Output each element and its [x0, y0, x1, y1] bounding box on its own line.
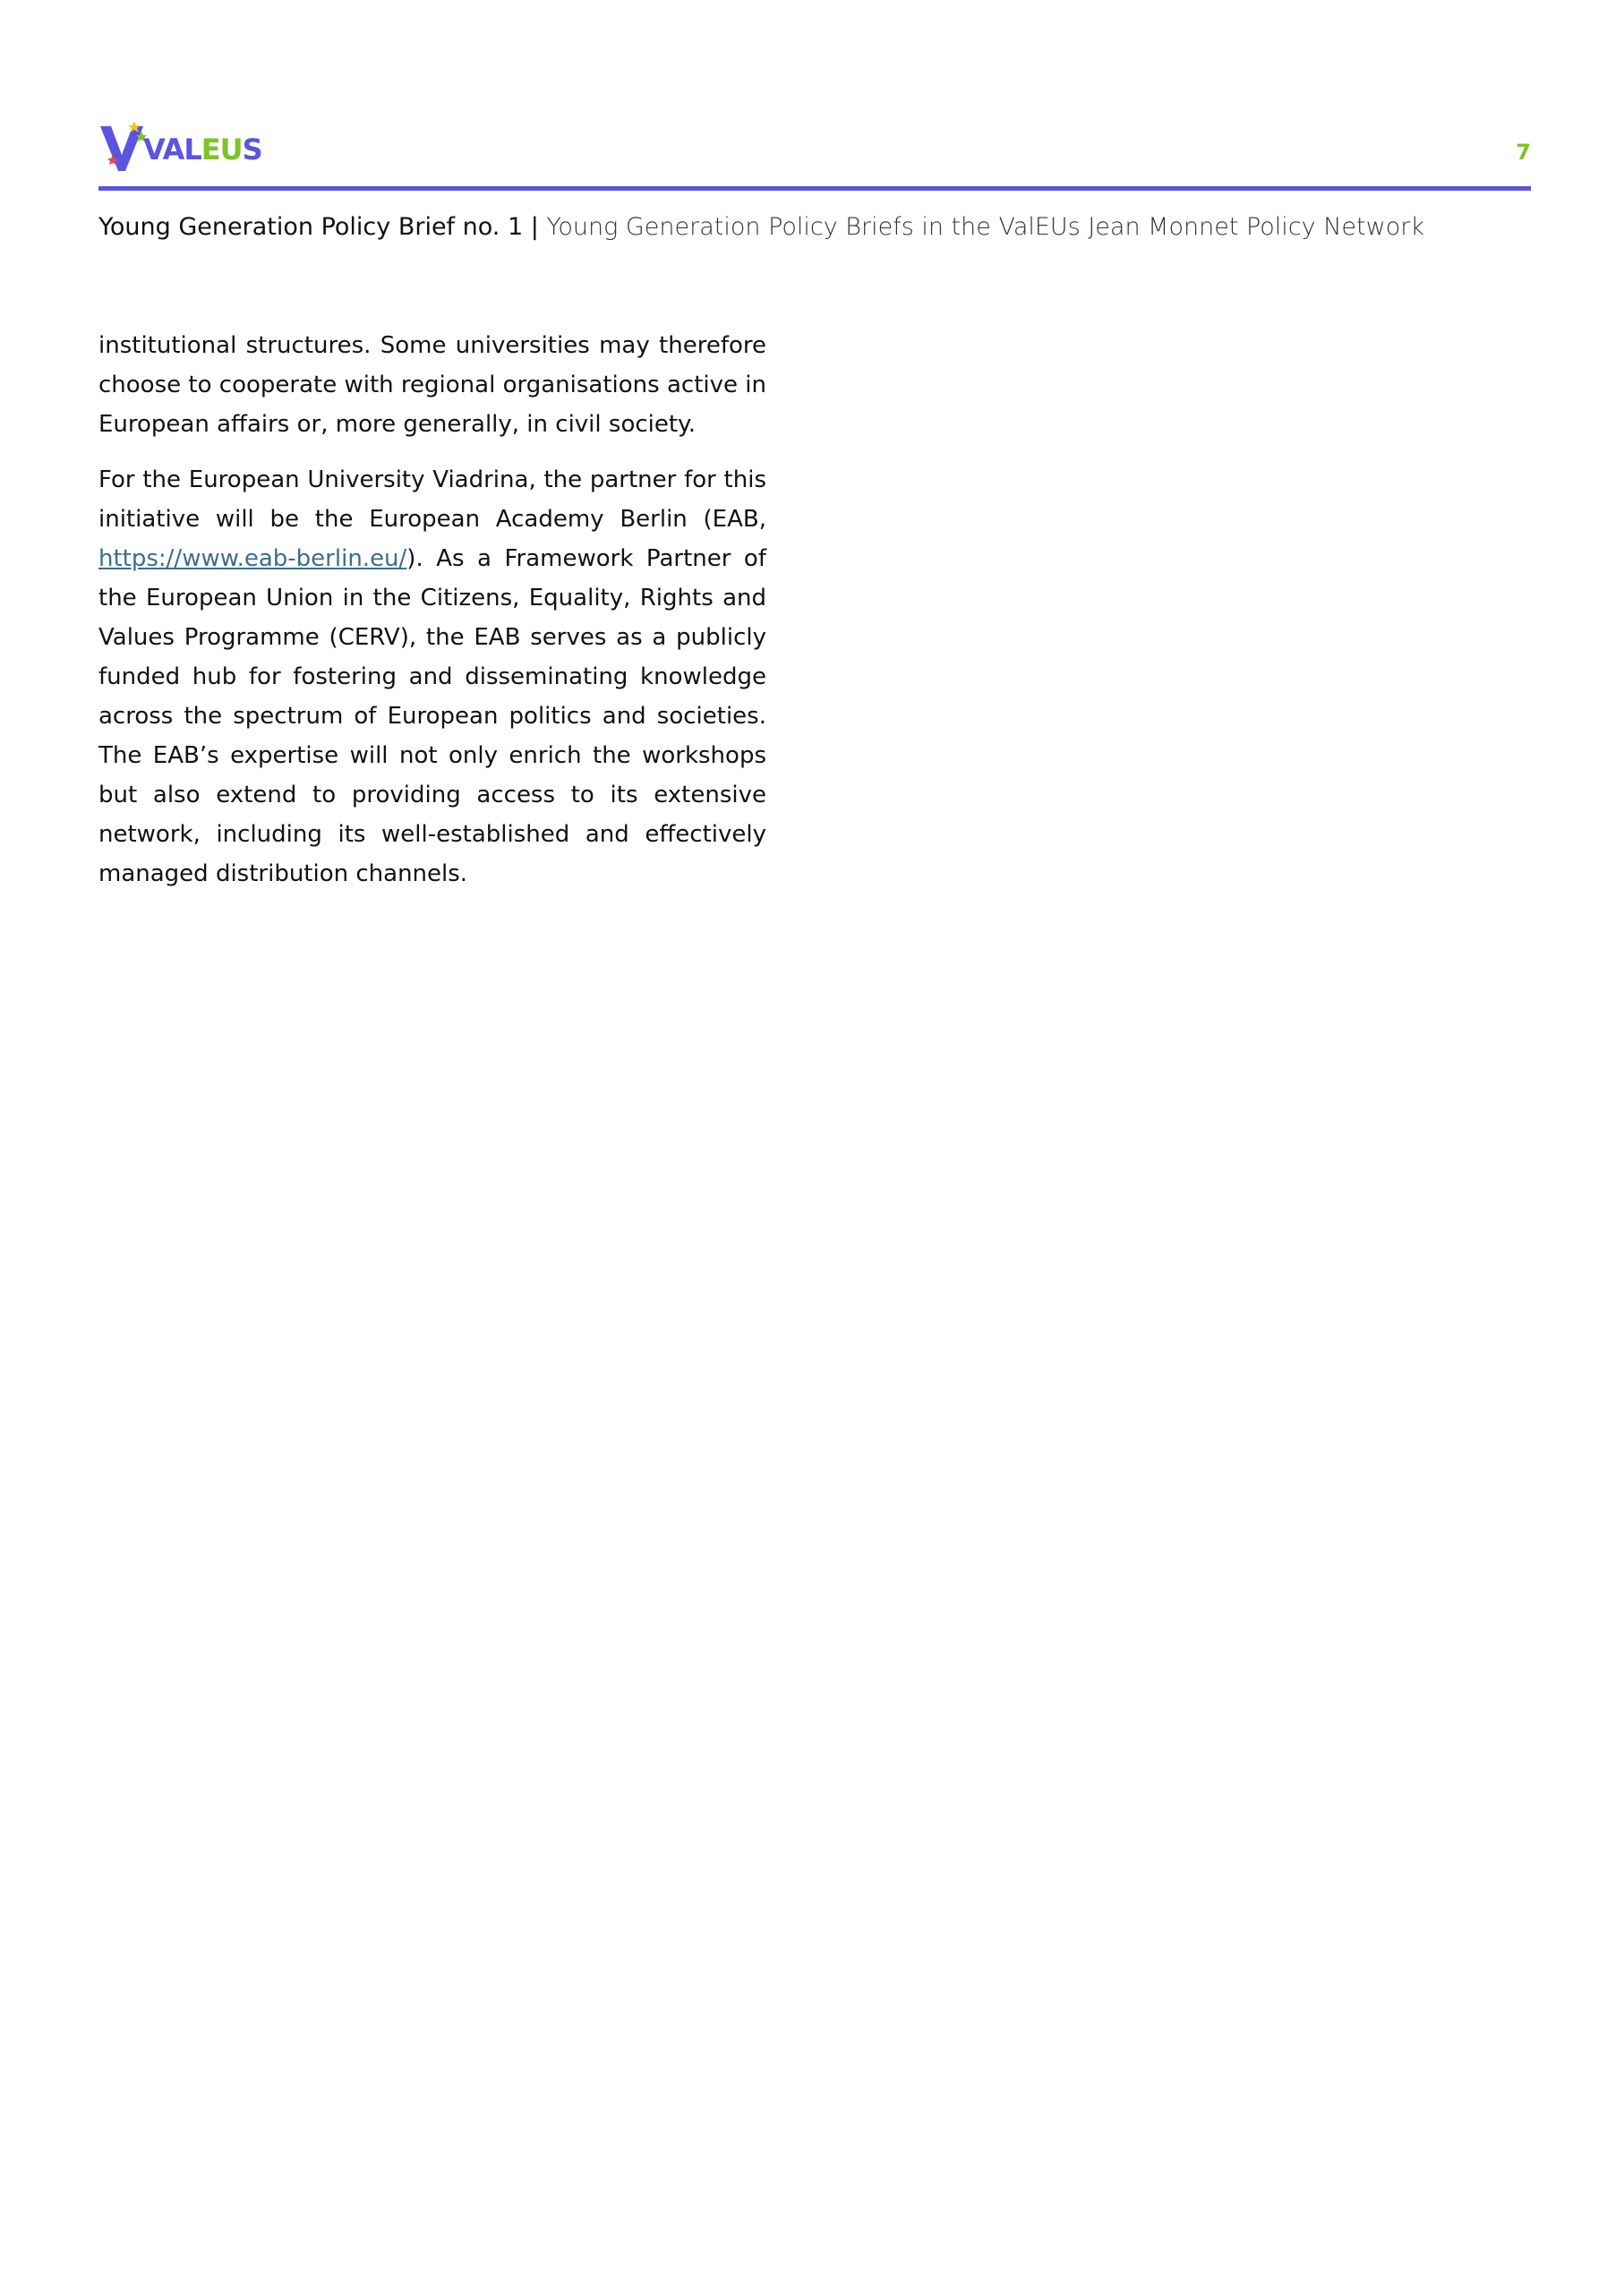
running-title-sub: Young Generation Policy Briefs in the ValEUs Jean Monnet Policy Network	[546, 213, 1424, 241]
body-text-column	[98, 326, 766, 910]
page-number: 7	[1516, 140, 1531, 165]
paragraph-2-text-end: ). As a Framework Partner of the European Union in the Citizens, Equality, Rights and Values Programme (CERV), the EAB serves as a publicly funded hub for fostering and disseminating knowledge across the spectrum of European politics and societies. The EAB’s expertise will not only enrich the workshops but also extend to providing access to its extensive network, including its well-established and effectively managed distribution channels.	[98, 545, 766, 887]
header-divider	[98, 186, 1531, 191]
page-header	[98, 113, 1531, 193]
running-title-separator: |	[523, 213, 547, 241]
valeus-logo	[98, 118, 262, 175]
logo-wordmark: VALEUS	[143, 133, 262, 167]
valeus-v-logo-icon	[98, 119, 149, 175]
running-title-main: Young Generation Policy Brief no. 1	[98, 213, 524, 241]
eab-website-link[interactable]: https://www.eab-berlin.eu/	[98, 545, 407, 572]
running-title	[98, 213, 1424, 241]
paragraph-1: institutional structures. Some universities may therefore choose to cooperate with regional organisations active in European affairs or, more generally, in civil society.	[98, 332, 766, 438]
paragraph-2	[98, 460, 766, 894]
paragraph-2-text-start: For the European University Viadrina, the partner for this initiative will be the European Academy Berlin (EAB,	[98, 466, 766, 533]
